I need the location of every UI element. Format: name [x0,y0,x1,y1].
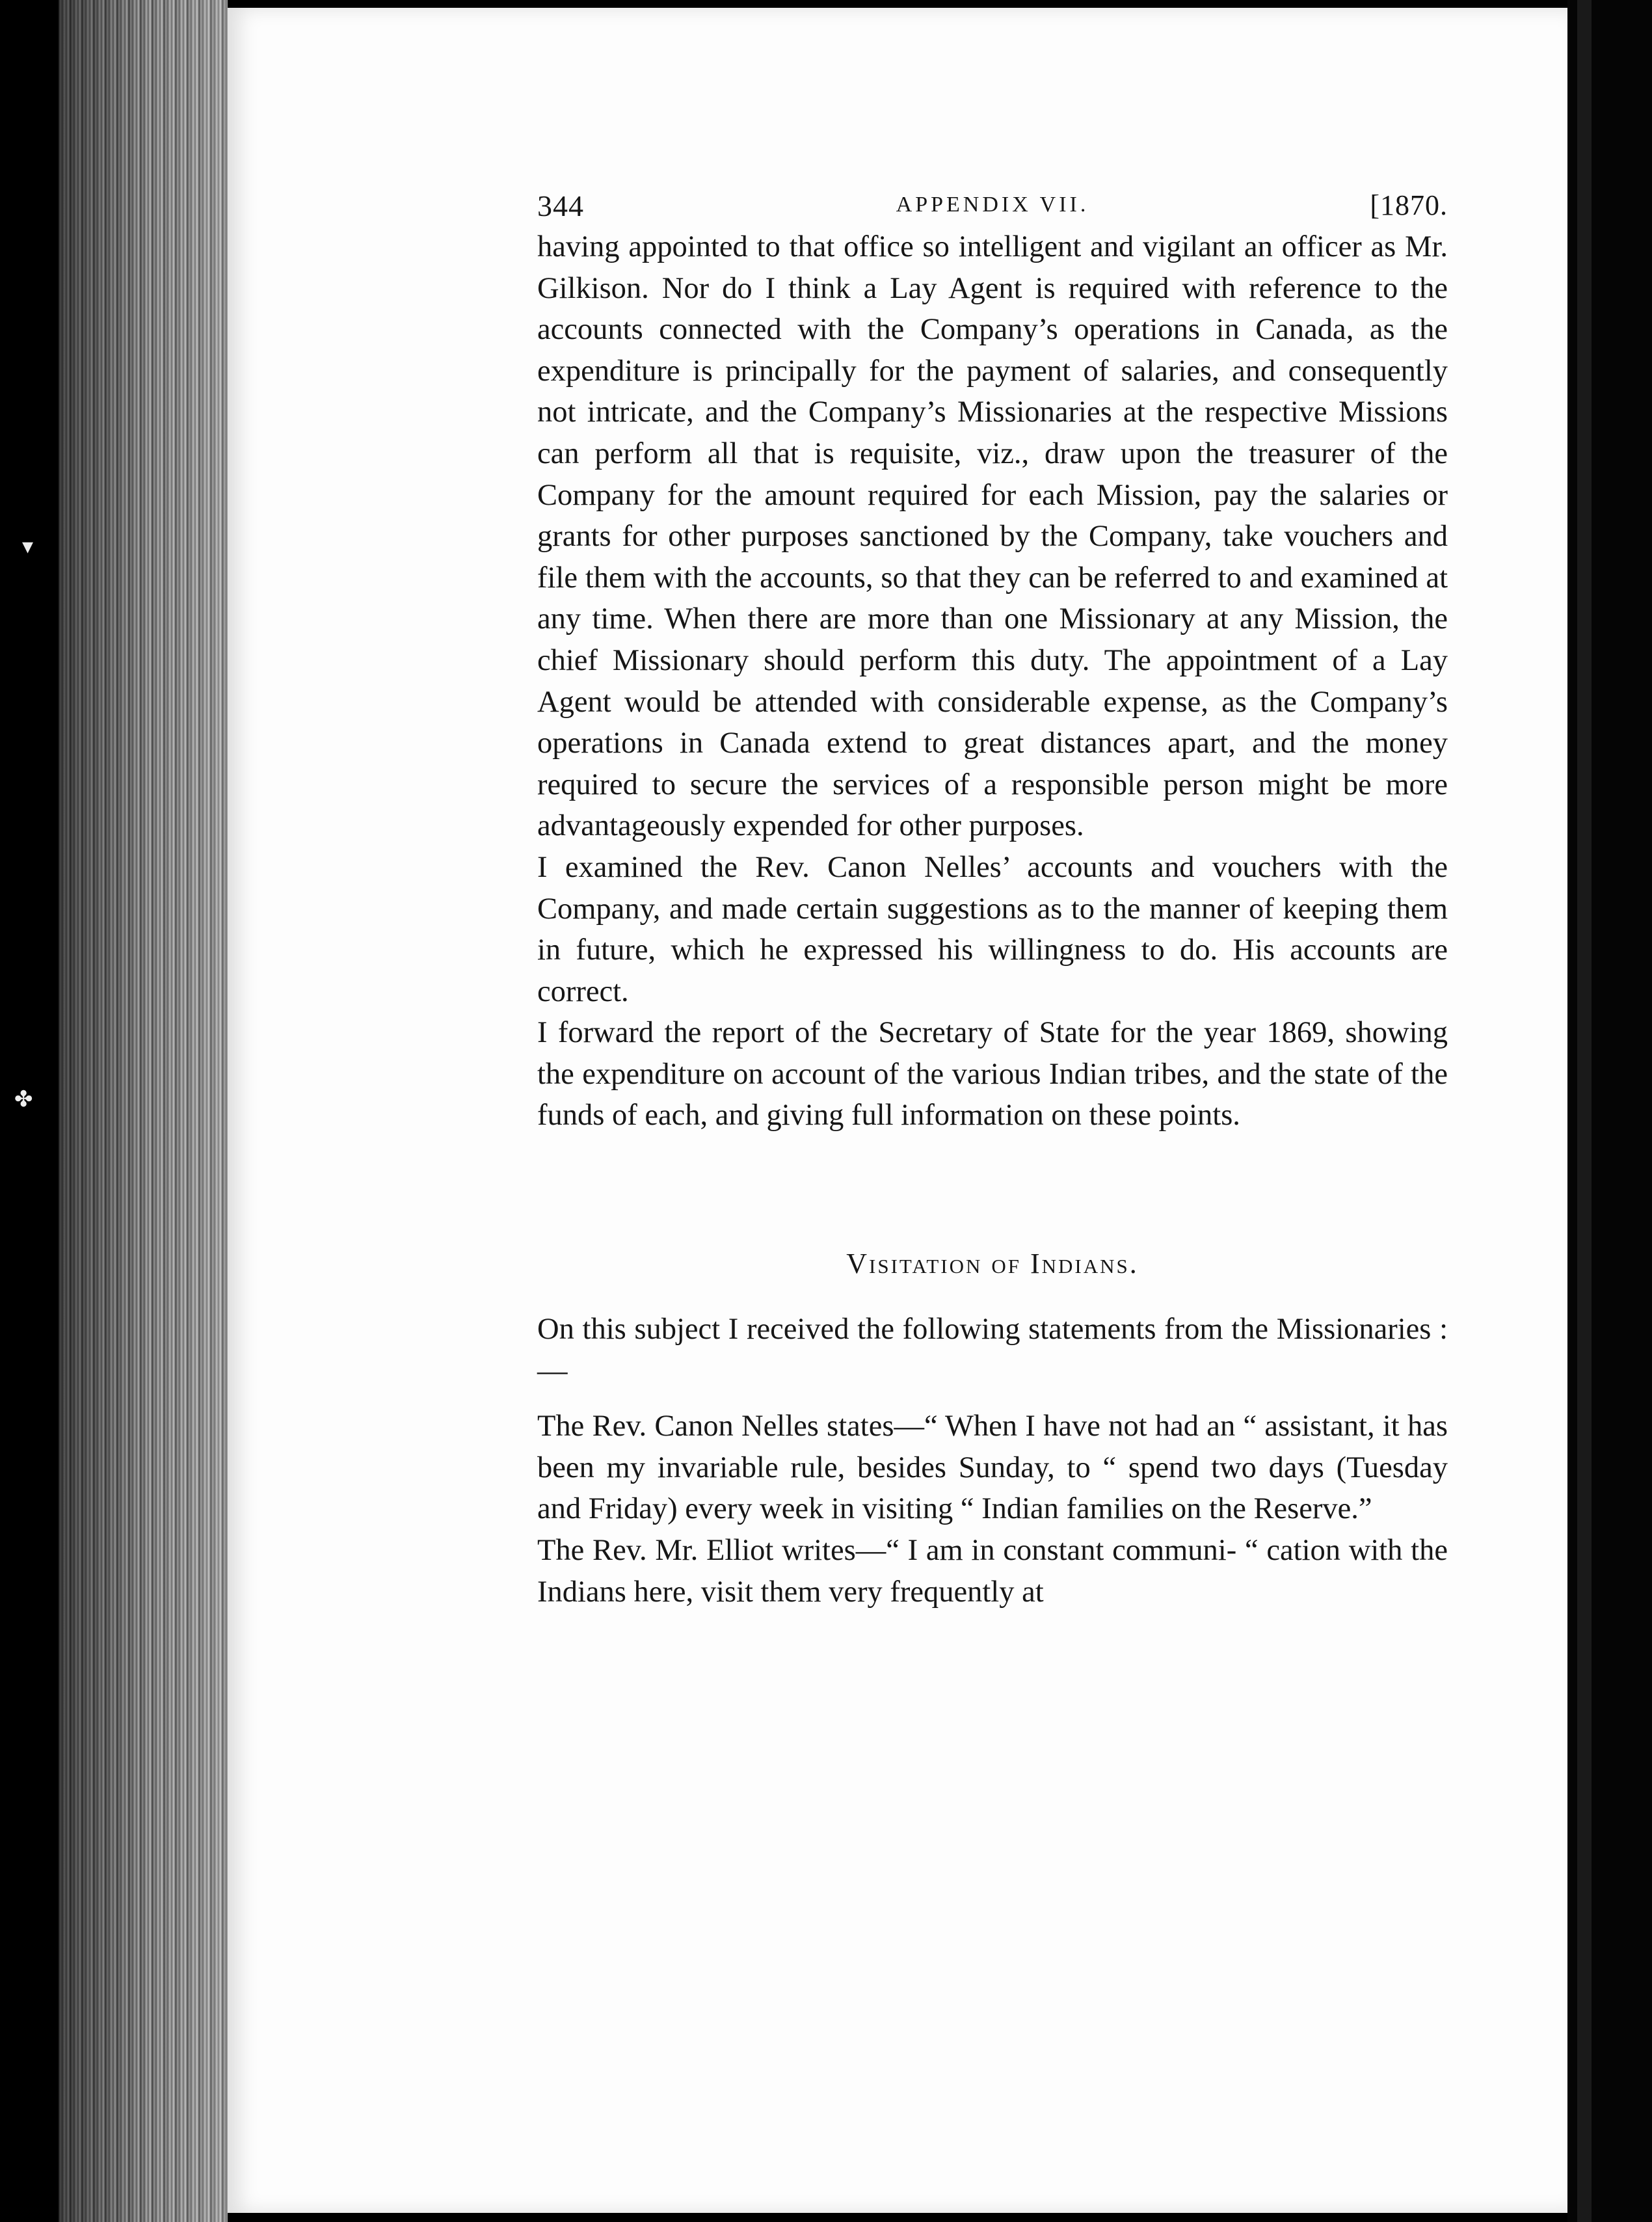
page-text-block [537,174,1448,1613]
running-title: APPENDIX VII. [896,193,1089,217]
paragraph: I examined the Rev. Canon Nelles’ accounts and vouchers with the Company, and made certain suggestions as to the manner of keeping them in future, which he expressed his willingness to do. His accounts are correct. [537,850,1448,1008]
spine-shadow [59,0,228,2222]
quoted-statement: The Rev. Mr. Elliot writes—“ I am in constant communi- “ cation with the Indians here, visit them very frequently at [537,1534,1448,1609]
margin-speck: ▾ [22,533,34,559]
quoted-statement: The Rev. Canon Nelles states—“ When I have not had an “ assistant, it has been my invariable rule, besides Sunday, to “ spend two days (Tuesday and Friday) every week in visiting “ Indian families on the Reserve.” [537,1410,1448,1526]
paragraph: having appointed to that office so intelligent and vigilant an officer as Mr. Gilkison. Nor do I think a Lay Agent is required with reference to the accounts connected with the Company’s operations in Canada, as the expenditure is principally for the payment of salaries, and consequently not intricate, and the Company’s Missionaries at the respective Missions can perform all that is requisite, viz., draw upon the treasurer of the Company for the amount required for each Mission, pay the salaries or grants for other purposes sanctioned by the Company, take vouchers and file them with the accounts, so that they can be referred to and examined at any time. When there are more than one Missionary at any Mission, the chief Missionary should perform this duty. The appointment of a Lay Agent would be attended with considerable expense, as the Company’s operations in Canada extend to great distances apart, and the money required to secure the services of a responsible person might be more advantageously expended for other purposes. [537,230,1448,843]
paragraph: I forward the report of the Secretary of State for the year 1869, showing the expenditure on account of the various Indian tribes, and the state of the funds of each, and giving full information on these points. [537,1016,1448,1132]
running-head [537,174,1448,226]
year-reference: [1870. [1370,189,1448,221]
page-number: 344 [537,189,584,222]
section-intro: On this subject I received the following statements from the Missionaries :— [537,1313,1448,1387]
margin-speck: ✤ [14,1086,33,1112]
section-heading: Visitation of Indians. [846,1248,1139,1280]
right-edge-line [1577,0,1592,2222]
